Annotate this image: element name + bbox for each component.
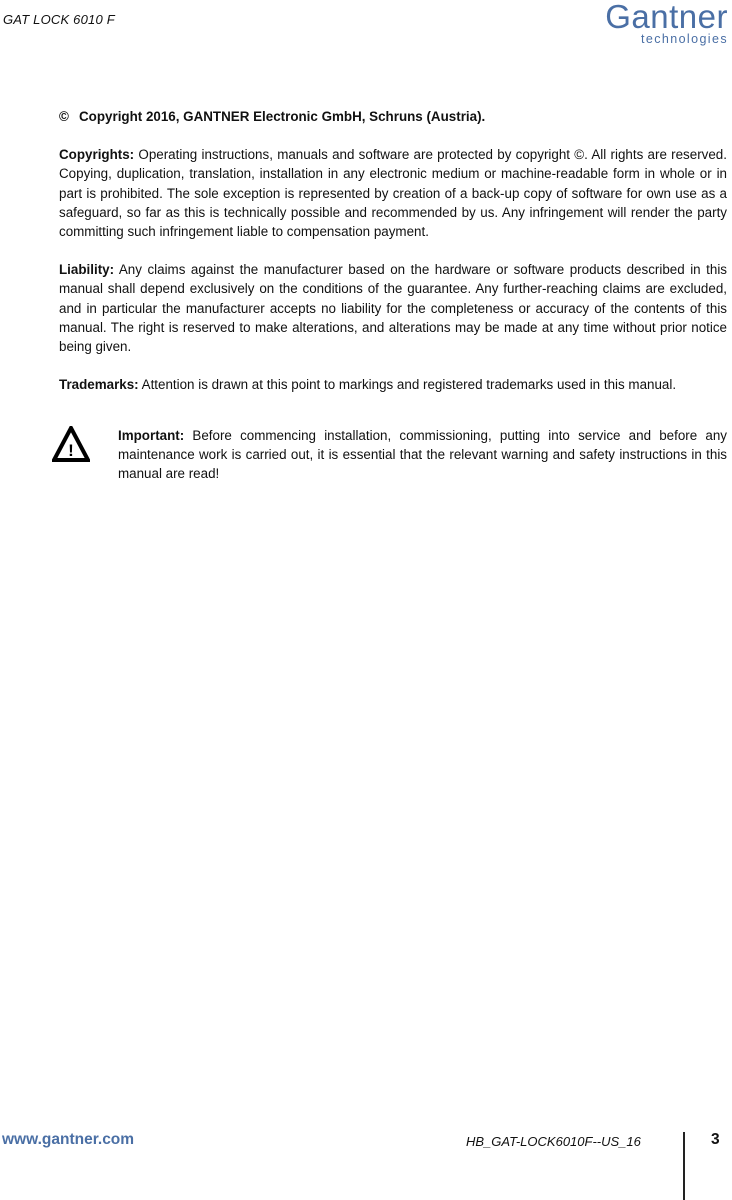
trademarks-label: Trademarks: [59,377,139,393]
footer-document-id: HB_GAT-LOCK6010F--US_16 [466,1134,641,1149]
logo-subtitle: technologies [641,32,728,46]
svg-text:!: ! [68,441,74,460]
main-content [59,107,727,413]
trademarks-paragraph [59,375,727,394]
copyright-icon: © [59,109,69,124]
footer-divider [683,1132,685,1200]
copyrights-paragraph [59,145,727,241]
important-text: Before commencing installation, commissioning, putting into service and before any maintenance work is carried out, it is essential that the relevant warning and safety instructions in this manual are read! [118,428,727,482]
footer-website-link[interactable]: www.gantner.com [2,1131,135,1148]
important-text-block [118,426,727,484]
important-notice [59,426,727,496]
copyrights-label: Copyrights: [59,147,135,163]
trademarks-text: Attention is drawn at this point to markings and registered trademarks used in this manual. [141,377,677,393]
document-title: GAT LOCK 6010 F [3,12,115,27]
copyright-line: Copyright 2016, GANTNER Electronic GmbH, Schruns (Austria). [79,109,486,124]
copyright-notice [59,107,727,126]
liability-text: Any claims against the manufacturer based on the hardware or software products described in this manual shall depend exclusively on the conditions of the guarantee. Any further-reaching claims are excluded, and in particular the manufacturer accepts no liability for the completeness or accuracy of the contents of this manual. The right is reserved to make alterations, and alterations may be made at any time without prior notice being given. [59,262,727,355]
copyrights-text: Operating instructions, manuals and software are protected by copyright ©. All rights are reserved. Copying, duplication, translation, installation in any electronic medium or machine-readable form in whole or in part is prohibited. The sole exception is represented by creation of a back-up copy of software for own use as a safeguard, so far as this is technically possible and recommended by us. Any infringement will render the party committing such infringement liable to compensation payment. [59,147,727,240]
important-label: Important: [118,428,185,443]
liability-paragraph [59,260,727,356]
warning-triangle-icon [52,426,90,462]
page-number: 3 [711,1131,720,1148]
logo-wordmark: Gantner [605,0,728,35]
gantner-logo [568,0,728,48]
liability-label: Liability: [59,262,115,278]
